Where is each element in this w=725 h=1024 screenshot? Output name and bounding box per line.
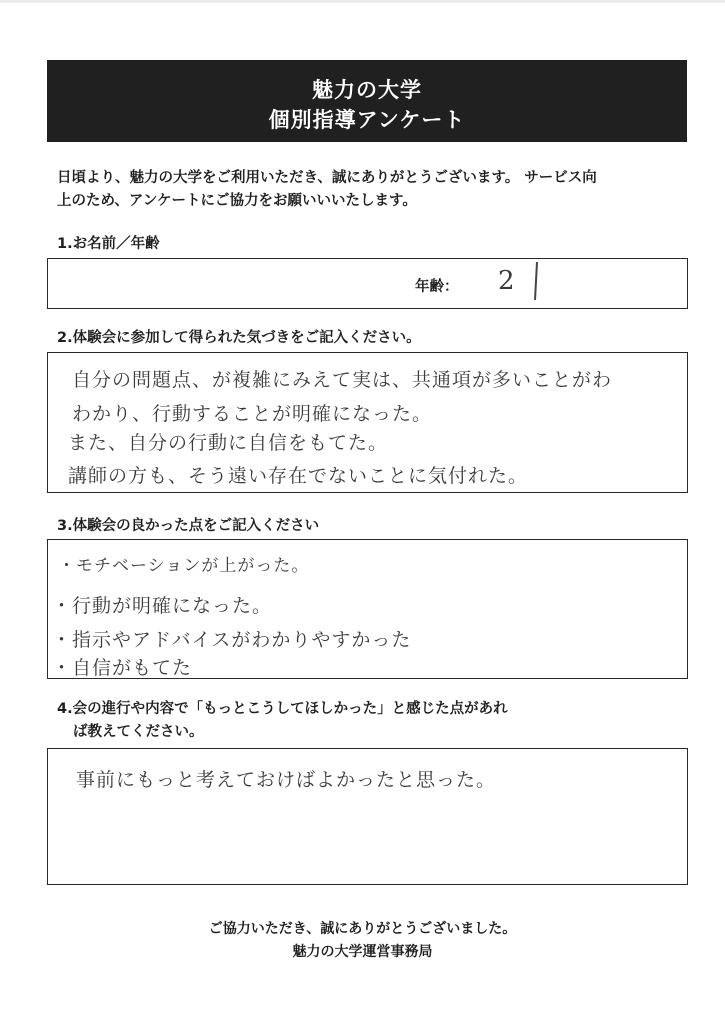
intro-text (57, 167, 685, 213)
q1-label: 1.お名前／年齢 (57, 236, 160, 252)
q3-answer-line: ・指示やアドバイスがわかりやすかった (52, 629, 412, 651)
footer-thanks: ご協力いただき、誠にありがとうございました。 (208, 921, 517, 937)
header-title: 魅力の大学 (312, 78, 422, 102)
q2-answer-line: わかり、行動することが明確になった。 (72, 403, 433, 425)
scan-edge (0, 0, 725, 3)
q3-label: 3.体験会の良かった点をご記入ください (57, 518, 320, 534)
q4-label-line-2: ば教えてください。 (73, 724, 204, 740)
intro-line-2: 上のため、アンケートにご協力をお願いいいたします。 (57, 193, 417, 209)
q1-answer-box[interactable] (47, 258, 688, 309)
age-label: 年齢： (415, 279, 459, 295)
q2-answer-line: また、自分の行動に自信をもてた。 (68, 432, 389, 454)
intro-line-1: 日頃より、魅力の大学をご利用いただき、誠にありがとうございます。 サービス向 (57, 170, 597, 186)
header-subtitle: 個別指導アンケート (268, 108, 466, 132)
q2-answer-line: 自分の問題点、が複雑にみえて実は、共通項が多いことがわ (72, 369, 613, 391)
q3-answer-line: ・モチベーションが上がった。 (58, 556, 310, 576)
footer-office: 魅力の大学運営事務局 (292, 944, 433, 960)
q2-label: 2.体験会に参加して得られた気づきをご記入ください。 (57, 330, 421, 346)
q2-answer-line: 講師の方も、そう遠い存在でないことに気付れた。 (68, 465, 529, 487)
survey-header (47, 60, 687, 142)
q4-answer-line: 事前にもっと考えておけばよかったと思った。 (76, 769, 497, 791)
age-handwritten-value: 2 (498, 266, 515, 296)
q3-answer-line: ・行動が明確になった。 (52, 595, 273, 617)
q4-label-line-1: 4.会の進行や内容で「もっとこうしてほしかった」と感じた点があれ (57, 701, 508, 717)
q3-answer-line: ・自信がもてた (52, 657, 193, 679)
